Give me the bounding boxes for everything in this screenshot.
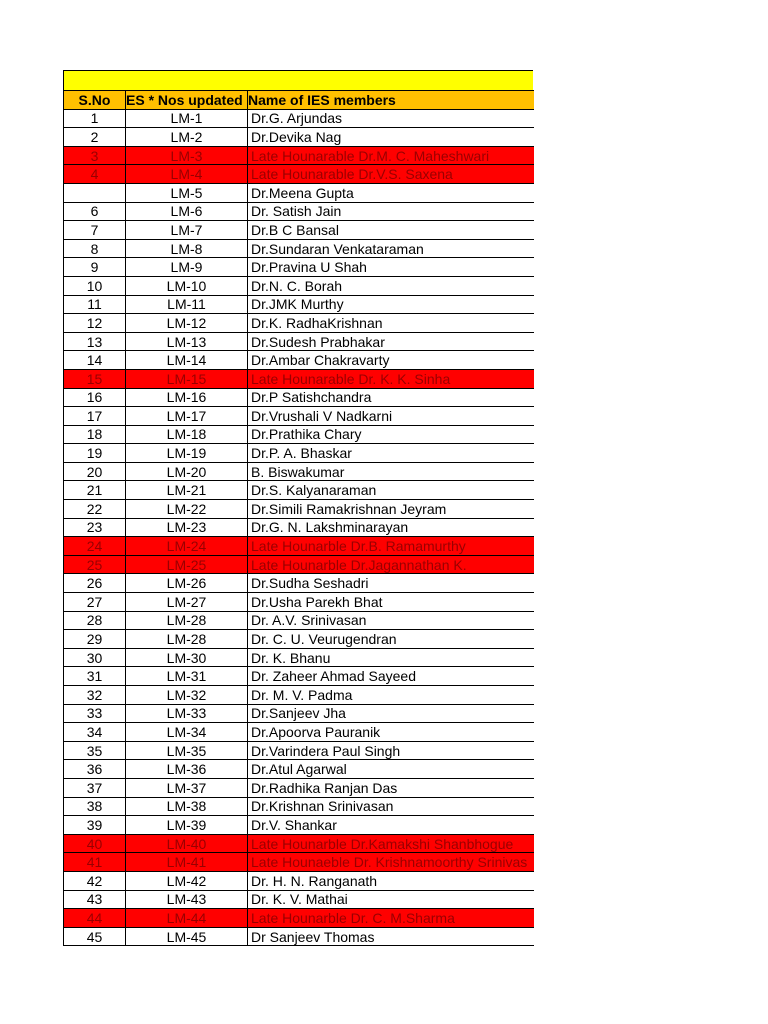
cell-code: LM-24 (126, 537, 248, 556)
table-body (64, 109, 534, 946)
cell-sno: 34 (64, 723, 126, 742)
table-row-deceased (64, 146, 534, 165)
table-row (64, 239, 534, 258)
cell-code: LM-40 (126, 834, 248, 853)
cell-sno: 36 (64, 760, 126, 779)
cell-name: Dr. A.V. Srinivasan (248, 611, 534, 630)
table-row (64, 611, 534, 630)
cell-sno: 42 (64, 871, 126, 890)
cell-name: Dr. C. U. Veurugendran (248, 630, 534, 649)
cell-name: Dr.Sanjeev Jha (248, 704, 534, 723)
cell-name: Dr.Krishnan Srinivasan (248, 797, 534, 816)
cell-sno: 33 (64, 704, 126, 723)
cell-name: Dr.Simili Ramakrishnan Jeyram (248, 500, 534, 519)
cell-code: LM-44 (126, 909, 248, 928)
cell-name: Dr.JMK Murthy (248, 295, 534, 314)
table-row (64, 221, 534, 240)
table-row (64, 630, 534, 649)
cell-name: Dr.Meena Gupta (248, 183, 534, 202)
cell-sno: 8 (64, 239, 126, 258)
cell-name: Dr.Pravina U Shah (248, 258, 534, 277)
cell-sno: 25 (64, 555, 126, 574)
cell-name: Dr. Satish Jain (248, 202, 534, 221)
cell-sno: 10 (64, 276, 126, 295)
cell-sno: 13 (64, 332, 126, 351)
cell-name: Dr.Radhika Ranjan Das (248, 778, 534, 797)
cell-name: Late Hounarble Dr. C. M.Sharma (248, 909, 534, 928)
cell-code: LM-33 (126, 704, 248, 723)
header-sno: S.No (64, 91, 126, 110)
table-row (64, 741, 534, 760)
cell-name: Late Hounarble Dr.Kamakshi Shanbhogue (248, 834, 534, 853)
cell-code: LM-45 (126, 927, 248, 946)
cell-sno: 22 (64, 500, 126, 519)
cell-sno (64, 183, 126, 202)
table-row (64, 518, 534, 537)
cell-sno: 19 (64, 444, 126, 463)
title-bar (63, 70, 533, 90)
cell-sno: 2 (64, 128, 126, 147)
cell-sno: 44 (64, 909, 126, 928)
table-row (64, 704, 534, 723)
cell-code: LM-17 (126, 407, 248, 426)
cell-name: Dr.Atul Agarwal (248, 760, 534, 779)
table-row (64, 500, 534, 519)
cell-code: LM-20 (126, 462, 248, 481)
cell-name: Dr.Vrushali V Nadkarni (248, 407, 534, 426)
members-table (63, 90, 534, 946)
table-row-deceased (64, 909, 534, 928)
cell-sno: 21 (64, 481, 126, 500)
cell-code: LM-31 (126, 667, 248, 686)
table-row (64, 927, 534, 946)
cell-code: LM-30 (126, 648, 248, 667)
cell-name: Dr.Sundaran Venkataraman (248, 239, 534, 258)
cell-code: LM-22 (126, 500, 248, 519)
cell-code: LM-21 (126, 481, 248, 500)
cell-code: LM-28 (126, 630, 248, 649)
table-row (64, 407, 534, 426)
cell-code: LM-16 (126, 388, 248, 407)
cell-code: LM-25 (126, 555, 248, 574)
table-row (64, 388, 534, 407)
cell-sno: 1 (64, 109, 126, 128)
cell-code: LM-5 (126, 183, 248, 202)
table-row (64, 686, 534, 705)
cell-sno: 4 (64, 165, 126, 184)
cell-sno: 3 (64, 146, 126, 165)
table-row (64, 202, 534, 221)
cell-name: Late Hounarable Dr.V.S. Saxena (248, 165, 534, 184)
table-row (64, 462, 534, 481)
cell-sno: 30 (64, 648, 126, 667)
cell-name: Dr. K. Bhanu (248, 648, 534, 667)
cell-code: LM-14 (126, 351, 248, 370)
cell-code: LM-18 (126, 425, 248, 444)
header-name: Name of IES members (248, 91, 534, 110)
cell-name: Dr.K. RadhaKrishnan (248, 314, 534, 333)
cell-name: Dr.Sudha Seshadri (248, 574, 534, 593)
cell-sno: 23 (64, 518, 126, 537)
cell-name: Dr. Zaheer Ahmad Sayeed (248, 667, 534, 686)
table-row (64, 890, 534, 909)
cell-sno: 35 (64, 741, 126, 760)
table-row (64, 816, 534, 835)
cell-sno: 20 (64, 462, 126, 481)
cell-name: Dr.Apoorva Pauranik (248, 723, 534, 742)
table-row (64, 667, 534, 686)
table-row-deceased (64, 555, 534, 574)
cell-code: LM-9 (126, 258, 248, 277)
cell-sno: 40 (64, 834, 126, 853)
cell-sno: 29 (64, 630, 126, 649)
cell-code: LM-39 (126, 816, 248, 835)
table-row (64, 593, 534, 612)
cell-sno: 27 (64, 593, 126, 612)
table-row-deceased (64, 537, 534, 556)
cell-code: LM-13 (126, 332, 248, 351)
cell-sno: 43 (64, 890, 126, 909)
table-row (64, 723, 534, 742)
header-row (64, 91, 534, 110)
cell-code: LM-12 (126, 314, 248, 333)
table-row (64, 444, 534, 463)
cell-name: Late Hounarable Dr.M. C. Maheshwari (248, 146, 534, 165)
table-row (64, 648, 534, 667)
cell-name: Late Hounarable Dr. K. K. Sinha (248, 369, 534, 388)
cell-name: Late Hounaeble Dr. Krishnamoorthy Srinivas (248, 853, 534, 872)
cell-sno: 17 (64, 407, 126, 426)
table-row (64, 760, 534, 779)
cell-name: Dr.P. A. Bhaskar (248, 444, 534, 463)
table-row (64, 295, 534, 314)
cell-code: LM-28 (126, 611, 248, 630)
cell-name: Dr.Sudesh Prabhakar (248, 332, 534, 351)
members-sheet (63, 70, 533, 946)
cell-code: LM-11 (126, 295, 248, 314)
cell-name: Dr.B C Bansal (248, 221, 534, 240)
cell-sno: 16 (64, 388, 126, 407)
table-row-deceased (64, 165, 534, 184)
cell-name: Dr.Ambar Chakravarty (248, 351, 534, 370)
table-row (64, 778, 534, 797)
cell-name: Dr Sanjeev Thomas (248, 927, 534, 946)
table-row (64, 574, 534, 593)
table-row (64, 276, 534, 295)
table-row (64, 425, 534, 444)
cell-code: LM-42 (126, 871, 248, 890)
table-row (64, 351, 534, 370)
cell-code: LM-36 (126, 760, 248, 779)
table-row-deceased (64, 369, 534, 388)
cell-code: LM-43 (126, 890, 248, 909)
table-row (64, 258, 534, 277)
table-row-deceased (64, 853, 534, 872)
cell-name: Dr.Prathika Chary (248, 425, 534, 444)
cell-name: Dr.G. N. Lakshminarayan (248, 518, 534, 537)
cell-name: Dr. K. V. Mathai (248, 890, 534, 909)
cell-name: Late Hounarble Dr.B. Ramamurthy (248, 537, 534, 556)
cell-code: LM-26 (126, 574, 248, 593)
cell-sno: 9 (64, 258, 126, 277)
cell-code: LM-7 (126, 221, 248, 240)
cell-sno: 38 (64, 797, 126, 816)
cell-code: LM-19 (126, 444, 248, 463)
header-code: ES * Nos updated (126, 91, 248, 110)
cell-code: LM-4 (126, 165, 248, 184)
table-row (64, 332, 534, 351)
cell-sno: 18 (64, 425, 126, 444)
table-row (64, 109, 534, 128)
cell-name: Dr.Varindera Paul Singh (248, 741, 534, 760)
cell-name: Dr. H. N. Ranganath (248, 871, 534, 890)
cell-code: LM-35 (126, 741, 248, 760)
cell-code: LM-8 (126, 239, 248, 258)
cell-name: Late Hounarble Dr.Jagannathan K. (248, 555, 534, 574)
table-row (64, 314, 534, 333)
cell-name: Dr.S. Kalyanaraman (248, 481, 534, 500)
cell-sno: 28 (64, 611, 126, 630)
cell-sno: 39 (64, 816, 126, 835)
table-row (64, 183, 534, 202)
cell-sno: 45 (64, 927, 126, 946)
cell-name: Dr.Devika Nag (248, 128, 534, 147)
cell-code: LM-15 (126, 369, 248, 388)
cell-name: Dr.G. Arjundas (248, 109, 534, 128)
cell-code: LM-2 (126, 128, 248, 147)
cell-code: LM-37 (126, 778, 248, 797)
cell-sno: 7 (64, 221, 126, 240)
cell-code: LM-34 (126, 723, 248, 742)
cell-code: LM-1 (126, 109, 248, 128)
table-row (64, 128, 534, 147)
cell-sno: 31 (64, 667, 126, 686)
cell-name: Dr.V. Shankar (248, 816, 534, 835)
table-row-deceased (64, 834, 534, 853)
cell-name: Dr.Usha Parekh Bhat (248, 593, 534, 612)
cell-code: LM-6 (126, 202, 248, 221)
cell-code: LM-32 (126, 686, 248, 705)
cell-sno: 37 (64, 778, 126, 797)
cell-code: LM-27 (126, 593, 248, 612)
cell-code: LM-3 (126, 146, 248, 165)
cell-code: LM-23 (126, 518, 248, 537)
table-row (64, 481, 534, 500)
cell-sno: 26 (64, 574, 126, 593)
cell-sno: 24 (64, 537, 126, 556)
table-row (64, 797, 534, 816)
cell-name: Dr.P Satishchandra (248, 388, 534, 407)
table-row (64, 871, 534, 890)
cell-code: LM-10 (126, 276, 248, 295)
cell-name: Dr.N. C. Borah (248, 276, 534, 295)
cell-sno: 6 (64, 202, 126, 221)
cell-sno: 11 (64, 295, 126, 314)
cell-code: LM-41 (126, 853, 248, 872)
cell-code: LM-38 (126, 797, 248, 816)
cell-sno: 14 (64, 351, 126, 370)
cell-name: B. Biswakumar (248, 462, 534, 481)
cell-sno: 15 (64, 369, 126, 388)
cell-sno: 41 (64, 853, 126, 872)
cell-sno: 32 (64, 686, 126, 705)
cell-sno: 12 (64, 314, 126, 333)
cell-name: Dr. M. V. Padma (248, 686, 534, 705)
